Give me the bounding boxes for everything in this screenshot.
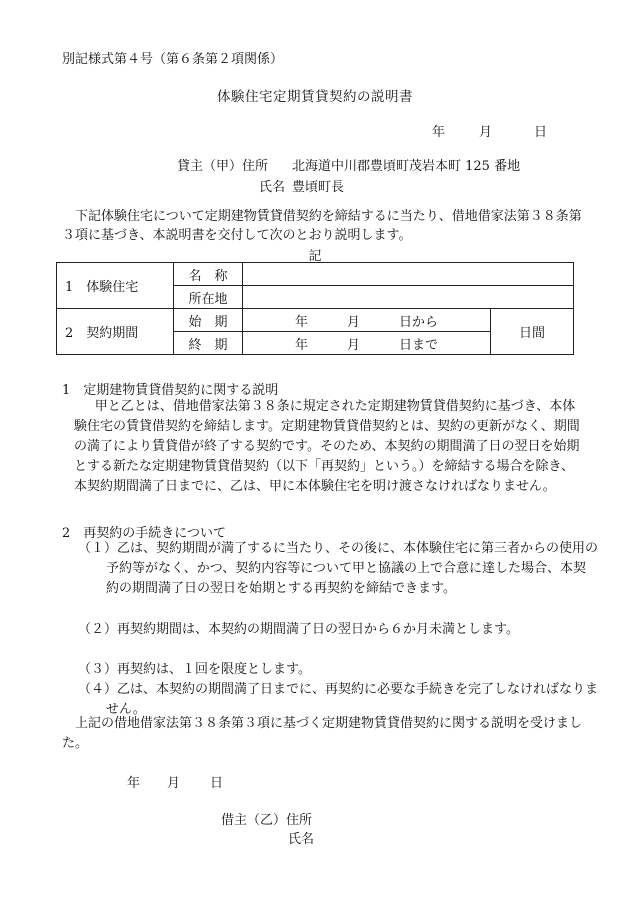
section2-item: （３）再契約は、１回を限度とします。 xyxy=(78,662,311,677)
section1-label: 1 体験住宅 xyxy=(57,263,174,309)
section2-heading: 2 再契約の手続きについて xyxy=(62,526,227,541)
signature-date xyxy=(127,772,223,791)
section2-label: 2 契約期間 xyxy=(57,309,174,355)
section2-item: （１）乙は、契約期間が満了するに当たり、その後に、本体験住宅に第三者からの使用の予約等がなく、かつ、契約内容等について甲と協議の上で合意に達した場合、本契約の期間満了日の翌日を始期とする再契約を締結できます。 xyxy=(78,541,599,596)
issue-date-month: 月 xyxy=(479,125,493,140)
lessor-name: 豊頃町長 xyxy=(292,180,345,195)
intro-paragraph: 下記体験住宅について定期建物賃貸借契約を締結するに当たり、借地借家法第３８条第３項に基づき、本説明書を交付して次のとおり説明します。 xyxy=(62,209,582,243)
house-location-value[interactable] xyxy=(243,286,574,309)
contract-terms-table xyxy=(56,262,574,355)
lessor-address-label: 貸主（甲）住所 xyxy=(177,159,269,174)
issue-date-day: 日 xyxy=(534,125,548,140)
lessor-name-label: 氏名 xyxy=(258,180,285,195)
signature-date-month: 月 xyxy=(167,776,181,791)
house-name-value[interactable] xyxy=(243,263,574,286)
signature-date-day: 日 xyxy=(210,776,224,791)
ki-marker: 記 xyxy=(308,249,322,264)
lessor-name-line xyxy=(177,176,344,195)
end-label: 終 期 xyxy=(174,332,243,355)
lessor-address-line xyxy=(177,155,520,174)
document-title: 体験住宅定期賃貸契約の説明書 xyxy=(217,89,413,105)
section1-heading: 1 定期建物賃貸借契約に関する説明 xyxy=(62,383,279,398)
table-row xyxy=(57,309,574,332)
section2-item: （２）再契約期間は、本契約の期間満了日の翌日から６か月未満とします。 xyxy=(78,622,519,637)
start-date-value[interactable]: 年 月 日から xyxy=(243,309,491,332)
signature-date-year: 年 xyxy=(127,776,141,791)
lessee-name-label: 氏名 xyxy=(288,832,315,847)
form-number: 別記様式第４号（第６条第２項関係） xyxy=(62,52,284,67)
location-label: 所在地 xyxy=(174,286,243,309)
issue-date xyxy=(432,121,547,140)
start-label: 始 期 xyxy=(174,309,243,332)
end-date-value[interactable]: 年 月 日まで xyxy=(243,332,491,355)
section2-item: （４）乙は、本契約の期間満了日までに、再契約に必要な手続きを完了しなければなりません。 xyxy=(78,682,599,717)
days-label: 日間 xyxy=(491,309,574,355)
closing-statement: 上記の借地借家法第３８条第３項に基づく定期建物賃貸借契約に関する説明を受けました。 xyxy=(62,716,583,751)
section1-body: 甲と乙とは、借地借家法第３８条に規定された定期建物賃貸借契約に基づき、本体験住宅の賃貸借契約を締結します。定期建物賃貸借契約とは、契約の更新がなく、期間の満了により賃貸借が終了する契約です。そのため、本契約の期間満了日の翌日を始期とする新たな定期建物賃貸借契約（以下「再契約」という。）を締結する場合を除き、本契約期間満了日までに、乙は、甲に本体験住宅を明け渡さなければなりません。 xyxy=(74,399,580,494)
table-row xyxy=(57,263,574,286)
issue-date-year: 年 xyxy=(432,125,446,140)
name-label: 名 称 xyxy=(174,263,243,286)
lessor-address: 北海道中川郡豊頃町茂岩本町 125 番地 xyxy=(292,159,521,174)
lessee-address-label: 借主（乙）住所 xyxy=(221,813,313,828)
